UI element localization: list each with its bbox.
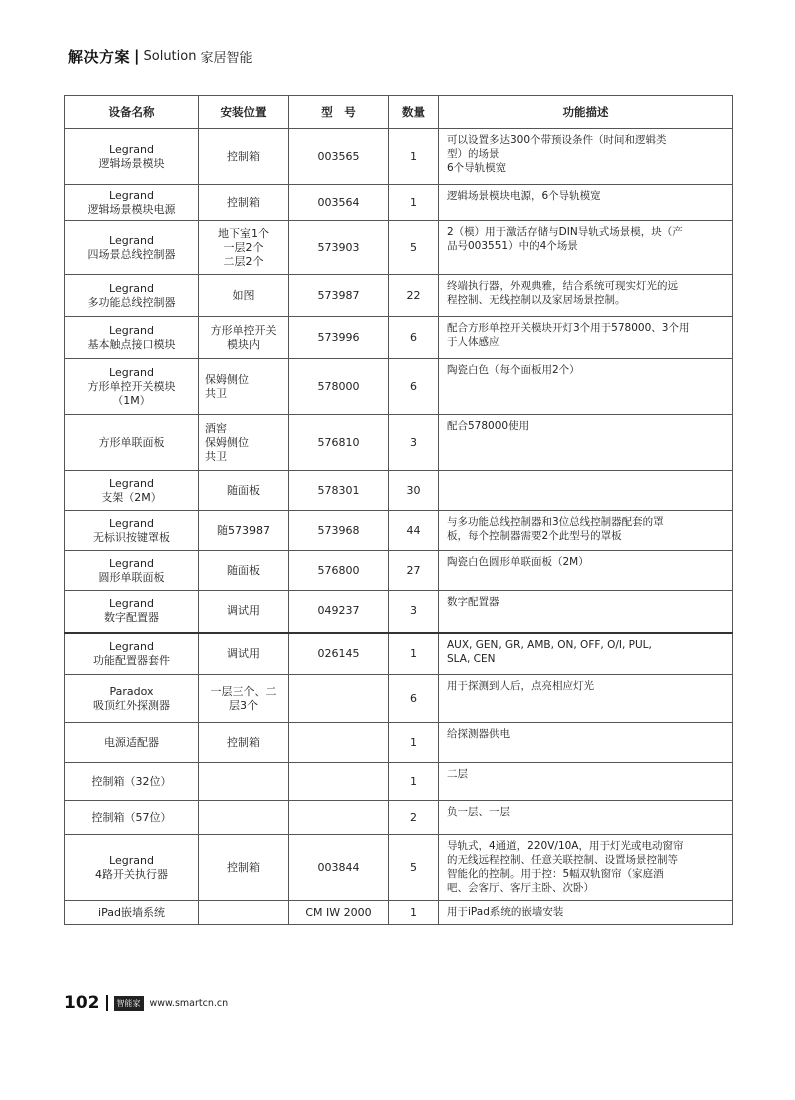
location-line: 一层2个 [223, 240, 264, 254]
table-row [65, 591, 733, 633]
device-name-cell [65, 633, 199, 675]
model-cell [289, 763, 389, 801]
model-cell: 049237 [289, 591, 389, 633]
description-line: SLA, CEN [447, 652, 496, 665]
quantity-cell: 44 [389, 511, 439, 551]
description-line: 给探测器供电 [447, 728, 510, 740]
location-line: 保姆侧位 [205, 372, 249, 386]
table-body [65, 129, 733, 925]
table-row [65, 901, 733, 925]
table-row [65, 723, 733, 763]
column-header-quantity: 数量 [389, 96, 439, 129]
location-line: 模块内 [227, 337, 260, 351]
device-name-cell [65, 359, 199, 415]
device-name-cell [65, 317, 199, 359]
magazine-logo: 智能家 [114, 996, 144, 1011]
device-name-line: Legrand [109, 556, 154, 570]
table-row [65, 471, 733, 511]
device-name-line: 逻辑场景模块 [98, 156, 165, 170]
model-cell: 003844 [289, 835, 389, 901]
description-line: 用于探测到人后，点亮相应灯光 [447, 680, 594, 692]
device-name-line: 基本触点接口模块 [87, 337, 176, 351]
device-name-line: Legrand [109, 597, 154, 611]
description-line: 吧、会客厅、客厅主卧、次卧） [447, 882, 594, 894]
page-footer [64, 992, 228, 1014]
table-row [65, 801, 733, 835]
description-cell [439, 275, 733, 317]
device-name-line: 4路开关执行器 [95, 867, 168, 881]
description-line: 导轨式，4通道，220V/10A，用于灯光或电动窗帘 [447, 840, 684, 852]
quantity-cell: 1 [389, 633, 439, 675]
table-row [65, 551, 733, 591]
device-name-line: Legrand [109, 476, 154, 490]
page-number: 102 [64, 993, 100, 1013]
column-header-model: 型 号 [289, 96, 389, 129]
description-line: 型）的场景 [447, 148, 500, 160]
description-line: 用于iPad系统的嵌墙安装 [447, 906, 564, 918]
device-name-line: 无标识按键罩板 [93, 530, 170, 544]
description-cell [439, 675, 733, 723]
footer-divider [106, 995, 108, 1011]
location-line: 层3个 [229, 698, 258, 712]
model-cell: 573968 [289, 511, 389, 551]
description-cell [439, 511, 733, 551]
device-name-cell [65, 901, 199, 925]
device-name-cell [65, 471, 199, 511]
device-name-cell [65, 763, 199, 801]
quantity-cell: 1 [389, 185, 439, 221]
column-header-location: 安装位置 [199, 96, 289, 129]
location-cell [199, 835, 289, 901]
device-name-cell [65, 221, 199, 275]
model-cell: 573987 [289, 275, 389, 317]
location-cell [199, 185, 289, 221]
table-row [65, 511, 733, 551]
description-line: 与多功能总线控制器和3位总线控制器配套的罩 [447, 516, 664, 528]
column-header-description: 功能描述 [439, 96, 733, 129]
model-cell: 003564 [289, 185, 389, 221]
description-cell [439, 763, 733, 801]
device-name-line: iPad嵌墙系统 [98, 905, 165, 919]
location-cell [199, 275, 289, 317]
location-line: 共卫 [205, 386, 227, 400]
description-line: 配合方形单控开关模块开灯3个用于578000、3个用 [447, 322, 690, 334]
location-cell [199, 801, 289, 835]
location-cell [199, 511, 289, 551]
description-line: 2（模）用于激活存储与DIN导轨式场景模，块（产 [447, 226, 683, 238]
device-name-line: 数字配置器 [104, 611, 159, 625]
description-line: 于人体感应 [447, 336, 500, 348]
quantity-cell: 1 [389, 763, 439, 801]
device-name-cell [65, 129, 199, 185]
location-cell [199, 763, 289, 801]
device-name-line: Legrand [109, 233, 154, 247]
device-name-line: Legrand [109, 516, 154, 530]
model-cell: CM IW 2000 [289, 901, 389, 925]
description-line: 的无线远程控制、任意关联控制、设置场景控制等 [447, 854, 678, 866]
location-line: 共卫 [205, 449, 227, 463]
page-header [68, 43, 252, 69]
device-name-line: 功能配置器套件 [93, 653, 170, 667]
model-cell: 573903 [289, 221, 389, 275]
description-cell [439, 835, 733, 901]
device-name-line: Legrand [109, 281, 154, 295]
model-cell [289, 723, 389, 763]
description-line: 智能化的控制。用于控：5幅双轨窗帘（家庭酒 [447, 868, 664, 880]
description-cell [439, 185, 733, 221]
device-name-line: 圆形单联面板 [98, 570, 165, 584]
description-line: 负一层、一层 [447, 806, 510, 818]
table-row [65, 359, 733, 415]
table-row [65, 835, 733, 901]
device-name-line: 支架（2M） [101, 490, 162, 504]
device-name-cell [65, 185, 199, 221]
device-name-cell [65, 801, 199, 835]
description-line: 配合578000使用 [447, 420, 530, 432]
device-name-line: 多功能总线控制器 [87, 295, 176, 309]
location-cell [199, 129, 289, 185]
description-line: 可以设置多达300个带预设条件（时间和逻辑类 [447, 134, 667, 146]
location-cell [199, 221, 289, 275]
description-line: 程控制、无线控制以及家居场景控制。 [447, 294, 626, 306]
quantity-cell: 1 [389, 901, 439, 925]
device-name-line: Legrand [109, 188, 154, 202]
description-cell [439, 471, 733, 511]
description-cell [439, 221, 733, 275]
device-name-line: 四场景总线控制器 [87, 247, 176, 261]
table-row [65, 221, 733, 275]
device-name-cell [65, 675, 199, 723]
location-line: 调试用 [227, 604, 260, 618]
description-line: 板，每个控制器需要2个此型号的罩板 [447, 530, 622, 542]
location-line: 随573987 [217, 523, 270, 537]
footer-url: www.smartcn.cn [149, 997, 229, 1009]
location-cell [199, 675, 289, 723]
device-name-line: 方形单联面板 [98, 435, 165, 449]
table-row [65, 275, 733, 317]
description-cell [439, 551, 733, 591]
description-cell [439, 901, 733, 925]
model-cell: 573996 [289, 317, 389, 359]
device-name-cell [65, 415, 199, 471]
table-row [65, 633, 733, 675]
model-cell [289, 675, 389, 723]
header-chinese-title: 家居智能 [200, 50, 253, 66]
location-line: 如图 [232, 288, 255, 302]
location-line: 调试用 [227, 646, 260, 660]
location-line: 控制箱 [227, 149, 260, 163]
device-name-cell [65, 591, 199, 633]
quantity-cell: 22 [389, 275, 439, 317]
location-cell [199, 633, 289, 675]
location-line: 方形单控开关 [210, 323, 277, 337]
table-header-row [65, 96, 733, 129]
description-cell [439, 129, 733, 185]
device-name-line: Legrand [109, 142, 154, 156]
column-header-device-name: 设备名称 [65, 96, 199, 129]
device-name-cell [65, 275, 199, 317]
quantity-cell: 1 [389, 723, 439, 763]
model-cell: 003565 [289, 129, 389, 185]
quantity-cell: 3 [389, 415, 439, 471]
location-line: 保姆侧位 [205, 435, 249, 449]
description-line: 6个导轨模宽 [447, 162, 507, 174]
quantity-cell: 30 [389, 471, 439, 511]
device-name-line: 方形单控开关模块 [87, 379, 176, 393]
quantity-cell: 1 [389, 129, 439, 185]
model-cell: 576800 [289, 551, 389, 591]
location-line: 控制箱 [227, 860, 260, 874]
model-cell: 576810 [289, 415, 389, 471]
location-line: 酒窖 [205, 421, 227, 435]
device-name-line: 电源适配器 [104, 735, 159, 749]
table-row [65, 763, 733, 801]
location-cell [199, 471, 289, 511]
device-name-cell [65, 551, 199, 591]
model-cell: 578301 [289, 471, 389, 511]
quantity-cell: 2 [389, 801, 439, 835]
description-line: 品号003551）中的4个场景 [447, 240, 578, 252]
quantity-cell: 6 [389, 675, 439, 723]
device-name-line: Legrand [109, 365, 154, 379]
location-line: 地下室1个 [218, 226, 269, 240]
quantity-cell: 6 [389, 359, 439, 415]
location-line: 随面板 [227, 563, 260, 577]
description-line: 数字配置器 [447, 596, 500, 608]
description-cell [439, 317, 733, 359]
table-row [65, 185, 733, 221]
location-line: 一层三个、二 [210, 684, 277, 698]
location-cell [199, 723, 289, 763]
description-cell [439, 633, 733, 675]
description-cell [439, 359, 733, 415]
equipment-table [64, 95, 733, 925]
location-line: 随面板 [227, 483, 260, 497]
model-cell [289, 801, 389, 835]
device-name-line: 控制箱（32位） [91, 774, 172, 788]
device-name-line: 吸顶红外探测器 [93, 698, 170, 712]
location-cell [199, 359, 289, 415]
location-cell [199, 415, 289, 471]
quantity-cell: 27 [389, 551, 439, 591]
description-cell [439, 415, 733, 471]
device-name-cell [65, 835, 199, 901]
description-line: 逻辑场景模块电源，6个导轨模宽 [447, 190, 601, 202]
device-name-line: 控制箱（57位） [91, 810, 172, 824]
description-line: 终端执行器，外观典雅，结合系统可现实灯光的远 [447, 280, 678, 292]
description-cell [439, 801, 733, 835]
location-line: 控制箱 [227, 195, 260, 209]
location-line: 二层2个 [223, 254, 264, 268]
location-line: 控制箱 [227, 735, 260, 749]
header-separator: | [134, 47, 140, 65]
location-cell [199, 551, 289, 591]
header-english-title: Solution [143, 48, 197, 64]
description-line: 陶瓷白色（每个面板用2个） [447, 364, 580, 376]
description-line: 二层 [447, 768, 468, 780]
table-row [65, 129, 733, 185]
description-line: 陶瓷白色圆形单联面板（2M） [447, 556, 589, 568]
device-name-cell [65, 723, 199, 763]
quantity-cell: 6 [389, 317, 439, 359]
device-name-line: Legrand [109, 853, 154, 867]
location-cell [199, 901, 289, 925]
location-cell [199, 317, 289, 359]
location-cell [199, 591, 289, 633]
device-name-line: （1M） [112, 393, 151, 407]
table-row [65, 317, 733, 359]
device-name-line: 逻辑场景模块电源 [87, 202, 176, 216]
description-cell [439, 723, 733, 763]
quantity-cell: 5 [389, 835, 439, 901]
model-cell: 578000 [289, 359, 389, 415]
description-cell [439, 591, 733, 633]
quantity-cell: 3 [389, 591, 439, 633]
device-name-line: Legrand [109, 323, 154, 337]
quantity-cell: 5 [389, 221, 439, 275]
table-row [65, 675, 733, 723]
device-name-cell [65, 511, 199, 551]
description-line: AUX, GEN, GR, AMB, ON, OFF, O/I, PUL, [447, 638, 652, 651]
device-name-line: Legrand [109, 639, 154, 653]
header-section-title: 解决方案 [68, 47, 131, 66]
device-name-line: Paradox [109, 684, 154, 698]
table-row [65, 415, 733, 471]
model-cell: 026145 [289, 633, 389, 675]
